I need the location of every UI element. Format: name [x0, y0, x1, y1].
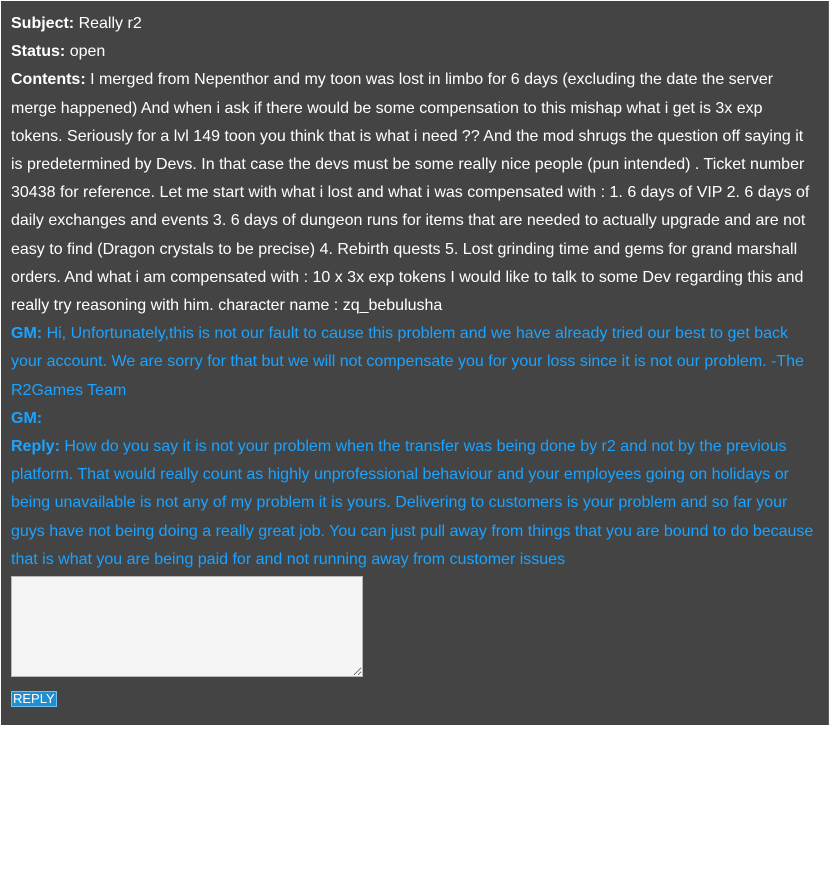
- reply-button[interactable]: REPLY: [13, 691, 55, 707]
- ticket-panel: [1, 1, 829, 725]
- reply-textarea[interactable]: [11, 576, 363, 677]
- gm-message-text: Hi, Unfortunately,this is not our fault to cause this problem and we have already tried our best to get back your account. We are sorry for that but we will not compensate you for your loss since it is not our problem. -The R2Games Team: [11, 325, 804, 399]
- subject-label: Subject:: [11, 15, 75, 32]
- status-label: Status:: [11, 43, 66, 61]
- gm-label: GM:: [11, 409, 43, 427]
- subject-value: Really r2: [78, 15, 142, 32]
- gm-message-empty: [11, 405, 818, 433]
- status-row: [11, 38, 818, 66]
- status-value: open: [69, 43, 106, 61]
- user-reply-message: [11, 433, 818, 574]
- gm-message: [11, 320, 818, 405]
- reply-message-text: How do you say it is not your problem when the transfer was being done by r2 and not by the previous platform. That would really count as highly unprofessional behaviour and your employees going on holidays or being unavailable is not any of my problem it is yours. Delivering to customers is your problem and so far your guys have not being doing a really great job. You can just pull away from things that you are bound to do because that is what you are being paid for and not running away from customer issues: [11, 438, 814, 568]
- contents-row: [11, 66, 818, 320]
- contents-text: I merged from Nepenthor and my toon was lost in limbo for 6 days (excluding the date the server merge happened) And when i ask if there would be some compensation to this mishap what i get is 3x exp tokens. Seriously for a lvl 149 toon you think that is what i need ?? And the mod shrugs the question off saying it is predetermined by Devs. In that case the devs must be some really nice people (pun intended) . Ticket number 30438 for reference. Let me start with what i lost and what i was compensated with : 1. 6 days of VIP 2. 6 days of daily exchanges and events 3. 6 days of dungeon runs for items that are needed to actually upgrade and are not easy to find (Dragon crystals to be precise) 4. Rebirth quests 5. Lost grinding time and gems for grand marshall orders. And what i am compensated with : 10 x 3x exp tokens I would like to talk to some Dev regarding this and really try reasoning with him. character name : zq_bebulusha: [11, 71, 810, 315]
- reply-label: Reply:: [11, 438, 60, 456]
- gm-label: GM:: [11, 325, 43, 343]
- contents-label: Contents:: [11, 71, 86, 89]
- subject-row: [11, 10, 818, 38]
